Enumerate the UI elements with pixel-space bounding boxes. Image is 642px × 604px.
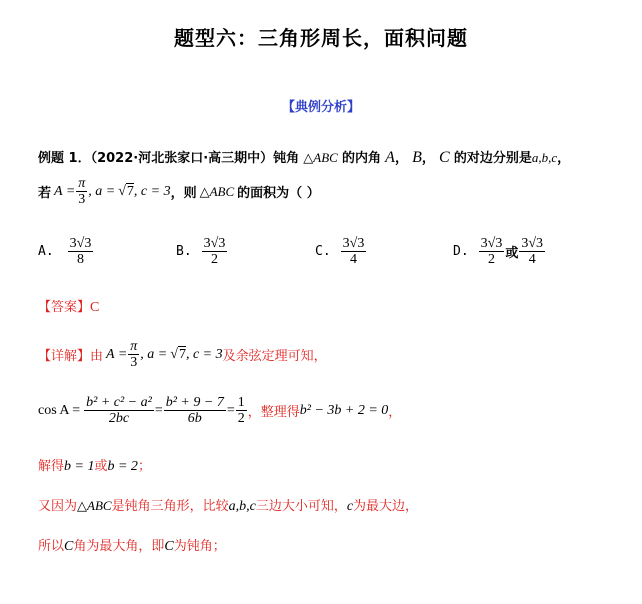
cos-fraction-1	[84, 395, 154, 426]
fraction-denominator: 2	[237, 411, 245, 426]
answer-value: C	[90, 300, 100, 315]
detail-text: 由	[90, 349, 104, 364]
side-c: c	[346, 499, 354, 514]
equals: =	[226, 402, 235, 418]
fraction-numerator: b² + 9 − 7	[165, 395, 224, 410]
detail-text: 所以	[38, 539, 65, 554]
option-label: D.	[453, 244, 469, 259]
example-text-b: 的内角	[342, 151, 382, 166]
option-fraction	[202, 236, 228, 267]
answer-line	[38, 296, 99, 316]
cos-lhs: cos A =	[38, 402, 81, 418]
fraction-denominator: 2	[211, 252, 218, 267]
example-source: （2022·河北张家口·高三期中）	[90, 151, 274, 166]
example-label: 例题 1．	[38, 151, 91, 166]
radicand: 7	[178, 346, 186, 362]
example-text-a: 钝角	[273, 151, 300, 166]
quadratic-equation: b² − 3b + 2 = 0	[299, 402, 389, 418]
fraction-numerator: π	[130, 339, 138, 354]
angle-c: C	[64, 539, 74, 554]
option-label: B.	[176, 244, 192, 259]
cos-fraction-3	[236, 395, 247, 426]
sides-abc: a,b,c	[531, 150, 558, 165]
solution-1: b = 1	[64, 459, 95, 474]
cond-a: A =	[54, 183, 76, 199]
detail-text: 为最大边，	[353, 499, 419, 514]
fraction-numerator: 3√3	[203, 236, 226, 251]
detail-text: 角为最大角，即	[73, 539, 165, 554]
fraction-denominator: 2bc	[108, 411, 130, 426]
or-word: 或	[94, 459, 108, 474]
option-c[interactable]	[315, 236, 367, 267]
detail-line-4	[38, 495, 418, 515]
pi-over-3-fraction	[76, 176, 87, 207]
equals: =	[154, 402, 163, 418]
or-word: 或	[505, 246, 519, 261]
angle-a: A	[385, 149, 395, 166]
fraction-numerator: 3√3	[342, 236, 365, 251]
option-fraction	[341, 236, 367, 267]
example-line-2	[38, 176, 320, 207]
detail-line-1	[38, 339, 327, 370]
fraction-numerator: π	[78, 176, 86, 191]
fraction-numerator: 3√3	[69, 236, 92, 251]
option-label: C.	[315, 244, 331, 259]
example-line-1	[38, 147, 570, 167]
line-suffix: ，则	[170, 186, 197, 201]
fraction-denominator: 4	[350, 252, 357, 267]
detail-text: 及余弦定理可知，	[222, 349, 327, 364]
fraction-denominator: 3	[78, 192, 86, 207]
fraction-numerator: 1	[237, 395, 245, 410]
triangle-abc: △ABC	[199, 183, 235, 199]
fraction-denominator: 8	[77, 252, 84, 267]
triangle-abc: △ABC	[303, 150, 338, 165]
cond-a: A =	[106, 346, 128, 362]
detail-line-3	[38, 455, 151, 475]
radicand: 7	[126, 183, 134, 199]
fraction-denominator: 3	[130, 355, 138, 370]
line-prefix: 若	[38, 186, 52, 201]
cond-c-side: , c = 3	[133, 183, 171, 199]
example-text-c: 的对边分别是	[453, 151, 532, 166]
sqrt-7: √7	[170, 346, 186, 362]
detail-text: 三边大小可知，	[255, 499, 347, 514]
page-title: 题型六：三角形周长，面积问题	[174, 26, 468, 50]
option-b[interactable]	[176, 236, 228, 267]
fraction-numerator: b² + c² − a²	[86, 395, 152, 410]
detail-text: 是钝角三角形，比较	[111, 499, 229, 514]
pi-over-3-fraction	[128, 339, 139, 370]
triangle-abc: △ABC	[77, 498, 112, 513]
solution-2: b = 2	[107, 459, 138, 474]
detail-text: ；	[137, 459, 151, 474]
angle-c: C	[439, 149, 450, 166]
cond-a-side: , a =	[88, 183, 116, 199]
cond-a-side: , a =	[140, 346, 168, 362]
sqrt-7: √7	[118, 183, 134, 199]
option-d[interactable]	[453, 236, 546, 267]
option-a[interactable]	[38, 236, 94, 267]
angle-c: C	[164, 539, 174, 554]
question-end: 的面积为（ ）	[237, 186, 320, 201]
option-label: A.	[38, 244, 54, 259]
fraction-denominator: 2	[488, 252, 495, 267]
option-fraction-2	[519, 236, 545, 267]
comma: ，	[394, 151, 408, 166]
fraction-denominator: 4	[528, 252, 536, 267]
detail-text: 为钝角；	[173, 539, 226, 554]
answer-label: 【答案】	[38, 300, 91, 315]
detail-text: ，整理得	[247, 405, 300, 420]
section-heading: 【典例分析】	[281, 100, 360, 115]
option-fraction	[479, 236, 505, 267]
cos-formula-line	[38, 395, 401, 426]
angle-b: B	[412, 149, 422, 166]
detail-line-5	[38, 535, 226, 555]
fraction-numerator: 3√3	[480, 236, 503, 251]
fraction-denominator: 6b	[187, 411, 202, 426]
detail-label: 【详解】	[38, 349, 91, 364]
fraction-numerator: 3√3	[521, 236, 544, 251]
option-fraction	[68, 236, 94, 267]
detail-text: ，	[388, 405, 402, 420]
cos-fraction-2	[164, 395, 226, 426]
comma: ，	[557, 151, 571, 166]
comma: ，	[421, 151, 435, 166]
detail-text: 又因为	[38, 499, 78, 514]
sides-abc: a,b,c	[228, 499, 256, 514]
cond-c-side: , c = 3	[185, 346, 223, 362]
detail-text: 解得	[38, 459, 65, 474]
